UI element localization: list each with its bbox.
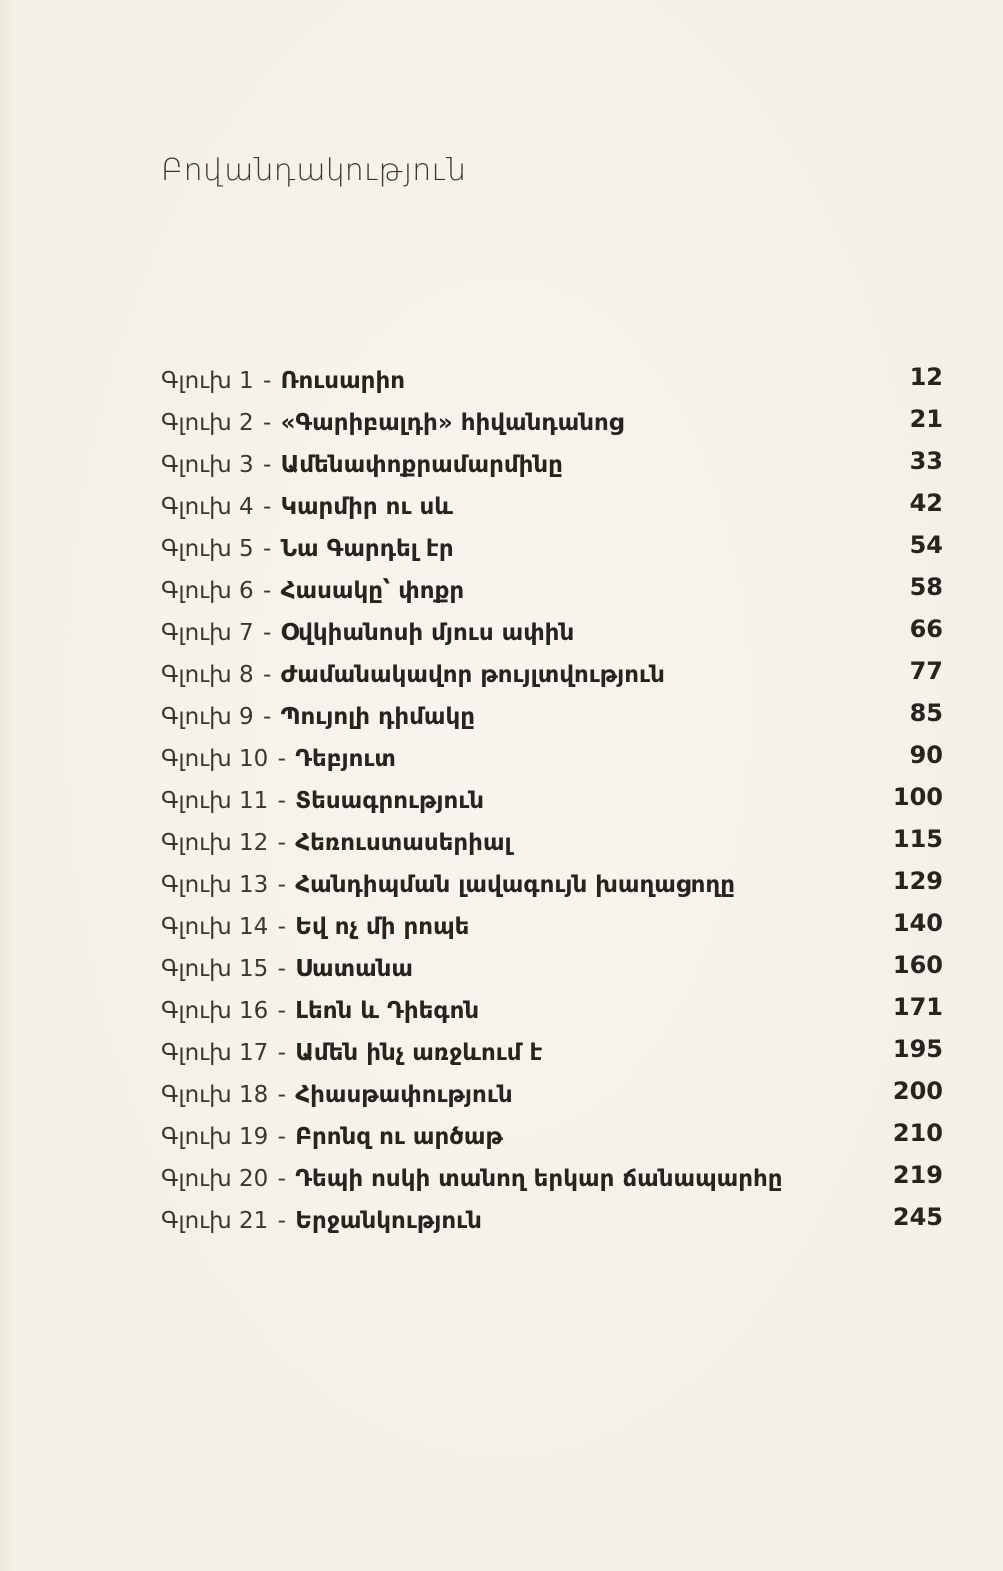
toc-entry-text (161, 996, 479, 1026)
separator: - (270, 914, 294, 940)
page-number: 171 (892, 993, 943, 1021)
page-number: 33 (909, 447, 943, 475)
toc-entry (161, 1076, 943, 1118)
separator: - (255, 662, 279, 688)
chapter-title: Եվ ոչ մի րոպե (295, 914, 470, 940)
separator: - (255, 410, 279, 436)
page-number: 77 (909, 657, 943, 685)
chapter-number: Գլուխ 2 (161, 410, 254, 436)
toc-entry-text (161, 1206, 482, 1236)
toc-entry-text (161, 702, 475, 732)
page-number: 245 (892, 1203, 943, 1231)
page-number: 140 (892, 909, 943, 937)
toc-entry (161, 1160, 943, 1202)
toc-entry (161, 866, 943, 908)
separator: - (270, 1124, 294, 1150)
toc-entry (161, 446, 943, 488)
page-number: 210 (892, 1119, 943, 1147)
toc-entry (161, 488, 943, 530)
chapter-title: Ժամանակավոր թույլտվություն (280, 662, 665, 688)
toc-entry-text (161, 660, 665, 690)
chapter-title: Լեոն և Դիեգոն (295, 998, 480, 1024)
separator: - (270, 1082, 294, 1108)
page-number: 54 (909, 531, 943, 559)
toc-entry (161, 656, 943, 698)
chapter-title: Դեբյուտ (295, 746, 396, 772)
toc-entry (161, 530, 943, 572)
toc-entry-text (161, 366, 405, 396)
chapter-number: Գլուխ 12 (161, 830, 269, 856)
toc-entry-text (161, 1080, 513, 1110)
toc-entry-text (161, 1164, 783, 1194)
separator: - (270, 830, 294, 856)
separator: - (270, 1208, 294, 1234)
chapter-title: Ամենափոքրամարմինը (280, 452, 563, 478)
page-number: 200 (892, 1077, 943, 1105)
chapter-title: Ամեն ինչ առջևում է (295, 1040, 543, 1066)
chapter-number: Գլուխ 1 (161, 368, 254, 394)
page-title: Բովանդակություն (161, 153, 467, 188)
chapter-number: Գլուխ 16 (161, 998, 269, 1024)
page-number: 85 (909, 699, 943, 727)
chapter-number: Գլուխ 10 (161, 746, 269, 772)
toc-entry (161, 740, 943, 782)
separator: - (255, 620, 279, 646)
toc-entry (161, 908, 943, 950)
chapter-number: Գլուխ 19 (161, 1124, 269, 1150)
chapter-number: Գլուխ 5 (161, 536, 254, 562)
toc-entry-text (161, 870, 735, 900)
chapter-title: Նա Գարդել էր (280, 536, 454, 562)
chapter-number: Գլուխ 21 (161, 1208, 269, 1234)
separator: - (270, 746, 294, 772)
toc-entry (161, 362, 943, 404)
separator: - (255, 578, 279, 604)
chapter-title: Հասակը՝ փոքր (280, 578, 465, 604)
page-number: 115 (892, 825, 943, 853)
page-number: 90 (909, 741, 943, 769)
separator: - (270, 998, 294, 1024)
separator: - (270, 872, 294, 898)
chapter-number: Գլուխ 17 (161, 1040, 269, 1066)
toc-entry (161, 782, 943, 824)
separator: - (270, 1166, 294, 1192)
toc-entry-text (161, 1122, 503, 1152)
toc-entry-text (161, 1038, 543, 1068)
chapter-title: Դեպի ոսկի տանող երկար ճանապարհը (295, 1166, 783, 1192)
chapter-number: Գլուխ 18 (161, 1082, 269, 1108)
toc-entry (161, 824, 943, 866)
toc-entry-text (161, 912, 469, 942)
separator: - (255, 536, 279, 562)
page-number: 66 (909, 615, 943, 643)
toc-entry-text (161, 450, 563, 480)
toc-entry-text (161, 744, 396, 774)
chapter-title: Կարմիր ու սև (280, 494, 453, 520)
chapter-number: Գլուխ 6 (161, 578, 254, 604)
table-of-contents (161, 362, 943, 1244)
toc-entry (161, 572, 943, 614)
chapter-number: Գլուխ 7 (161, 620, 254, 646)
chapter-title: Հանդիպման լավագույն խաղացողը (295, 872, 735, 898)
page-number: 195 (892, 1035, 943, 1063)
chapter-title: Ռուսարիո (280, 368, 405, 394)
separator: - (270, 1040, 294, 1066)
chapter-title: Հիասթափություն (295, 1082, 513, 1108)
page-number: 160 (892, 951, 943, 979)
chapter-title: Օվկիանոսի մյուս ափին (280, 620, 575, 646)
chapter-number: Գլուխ 11 (161, 788, 269, 814)
page-number: 21 (909, 405, 943, 433)
separator: - (255, 704, 279, 730)
toc-entry (161, 1202, 943, 1244)
separator: - (270, 956, 294, 982)
chapter-number: Գլուխ 14 (161, 914, 269, 940)
chapter-title: Սատանա (295, 956, 414, 982)
chapter-number: Գլուխ 15 (161, 956, 269, 982)
chapter-title: Պույոլի դիմակը (280, 704, 476, 730)
page-number: 129 (892, 867, 943, 895)
toc-entry-text (161, 786, 484, 816)
toc-entry (161, 404, 943, 446)
toc-entry (161, 992, 943, 1034)
toc-entry (161, 950, 943, 992)
chapter-number: Գլուխ 3 (161, 452, 254, 478)
toc-entry-text (161, 492, 453, 522)
chapter-number: Գլուխ 4 (161, 494, 254, 520)
toc-entry-text (161, 576, 464, 606)
page-number: 219 (892, 1161, 943, 1189)
chapter-title: «Գարիբալդի» հիվանդանոց (280, 410, 624, 436)
chapter-title: Հեռուստասերիալ (295, 830, 512, 856)
toc-entry (161, 1118, 943, 1160)
chapter-title: Տեսագրություն (295, 788, 485, 814)
separator: - (270, 788, 294, 814)
chapter-number: Գլուխ 9 (161, 704, 254, 730)
chapter-title: Բրոնզ ու արծաթ (295, 1124, 503, 1150)
chapter-number: Գլուխ 20 (161, 1166, 269, 1192)
toc-entry (161, 614, 943, 656)
page-number: 12 (909, 363, 943, 391)
toc-entry-text (161, 828, 512, 858)
page-number: 100 (892, 783, 943, 811)
page-number: 42 (909, 489, 943, 517)
chapter-number: Գլուխ 8 (161, 662, 254, 688)
toc-entry-text (161, 534, 454, 564)
toc-entry (161, 1034, 943, 1076)
separator: - (255, 494, 279, 520)
chapter-number: Գլուխ 13 (161, 872, 269, 898)
separator: - (255, 452, 279, 478)
separator: - (255, 368, 279, 394)
chapter-title: Երջանկություն (295, 1208, 482, 1234)
page-number: 58 (909, 573, 943, 601)
toc-entry-text (161, 954, 413, 984)
toc-entry-text (161, 408, 624, 438)
toc-entry-text (161, 618, 574, 648)
toc-entry (161, 698, 943, 740)
